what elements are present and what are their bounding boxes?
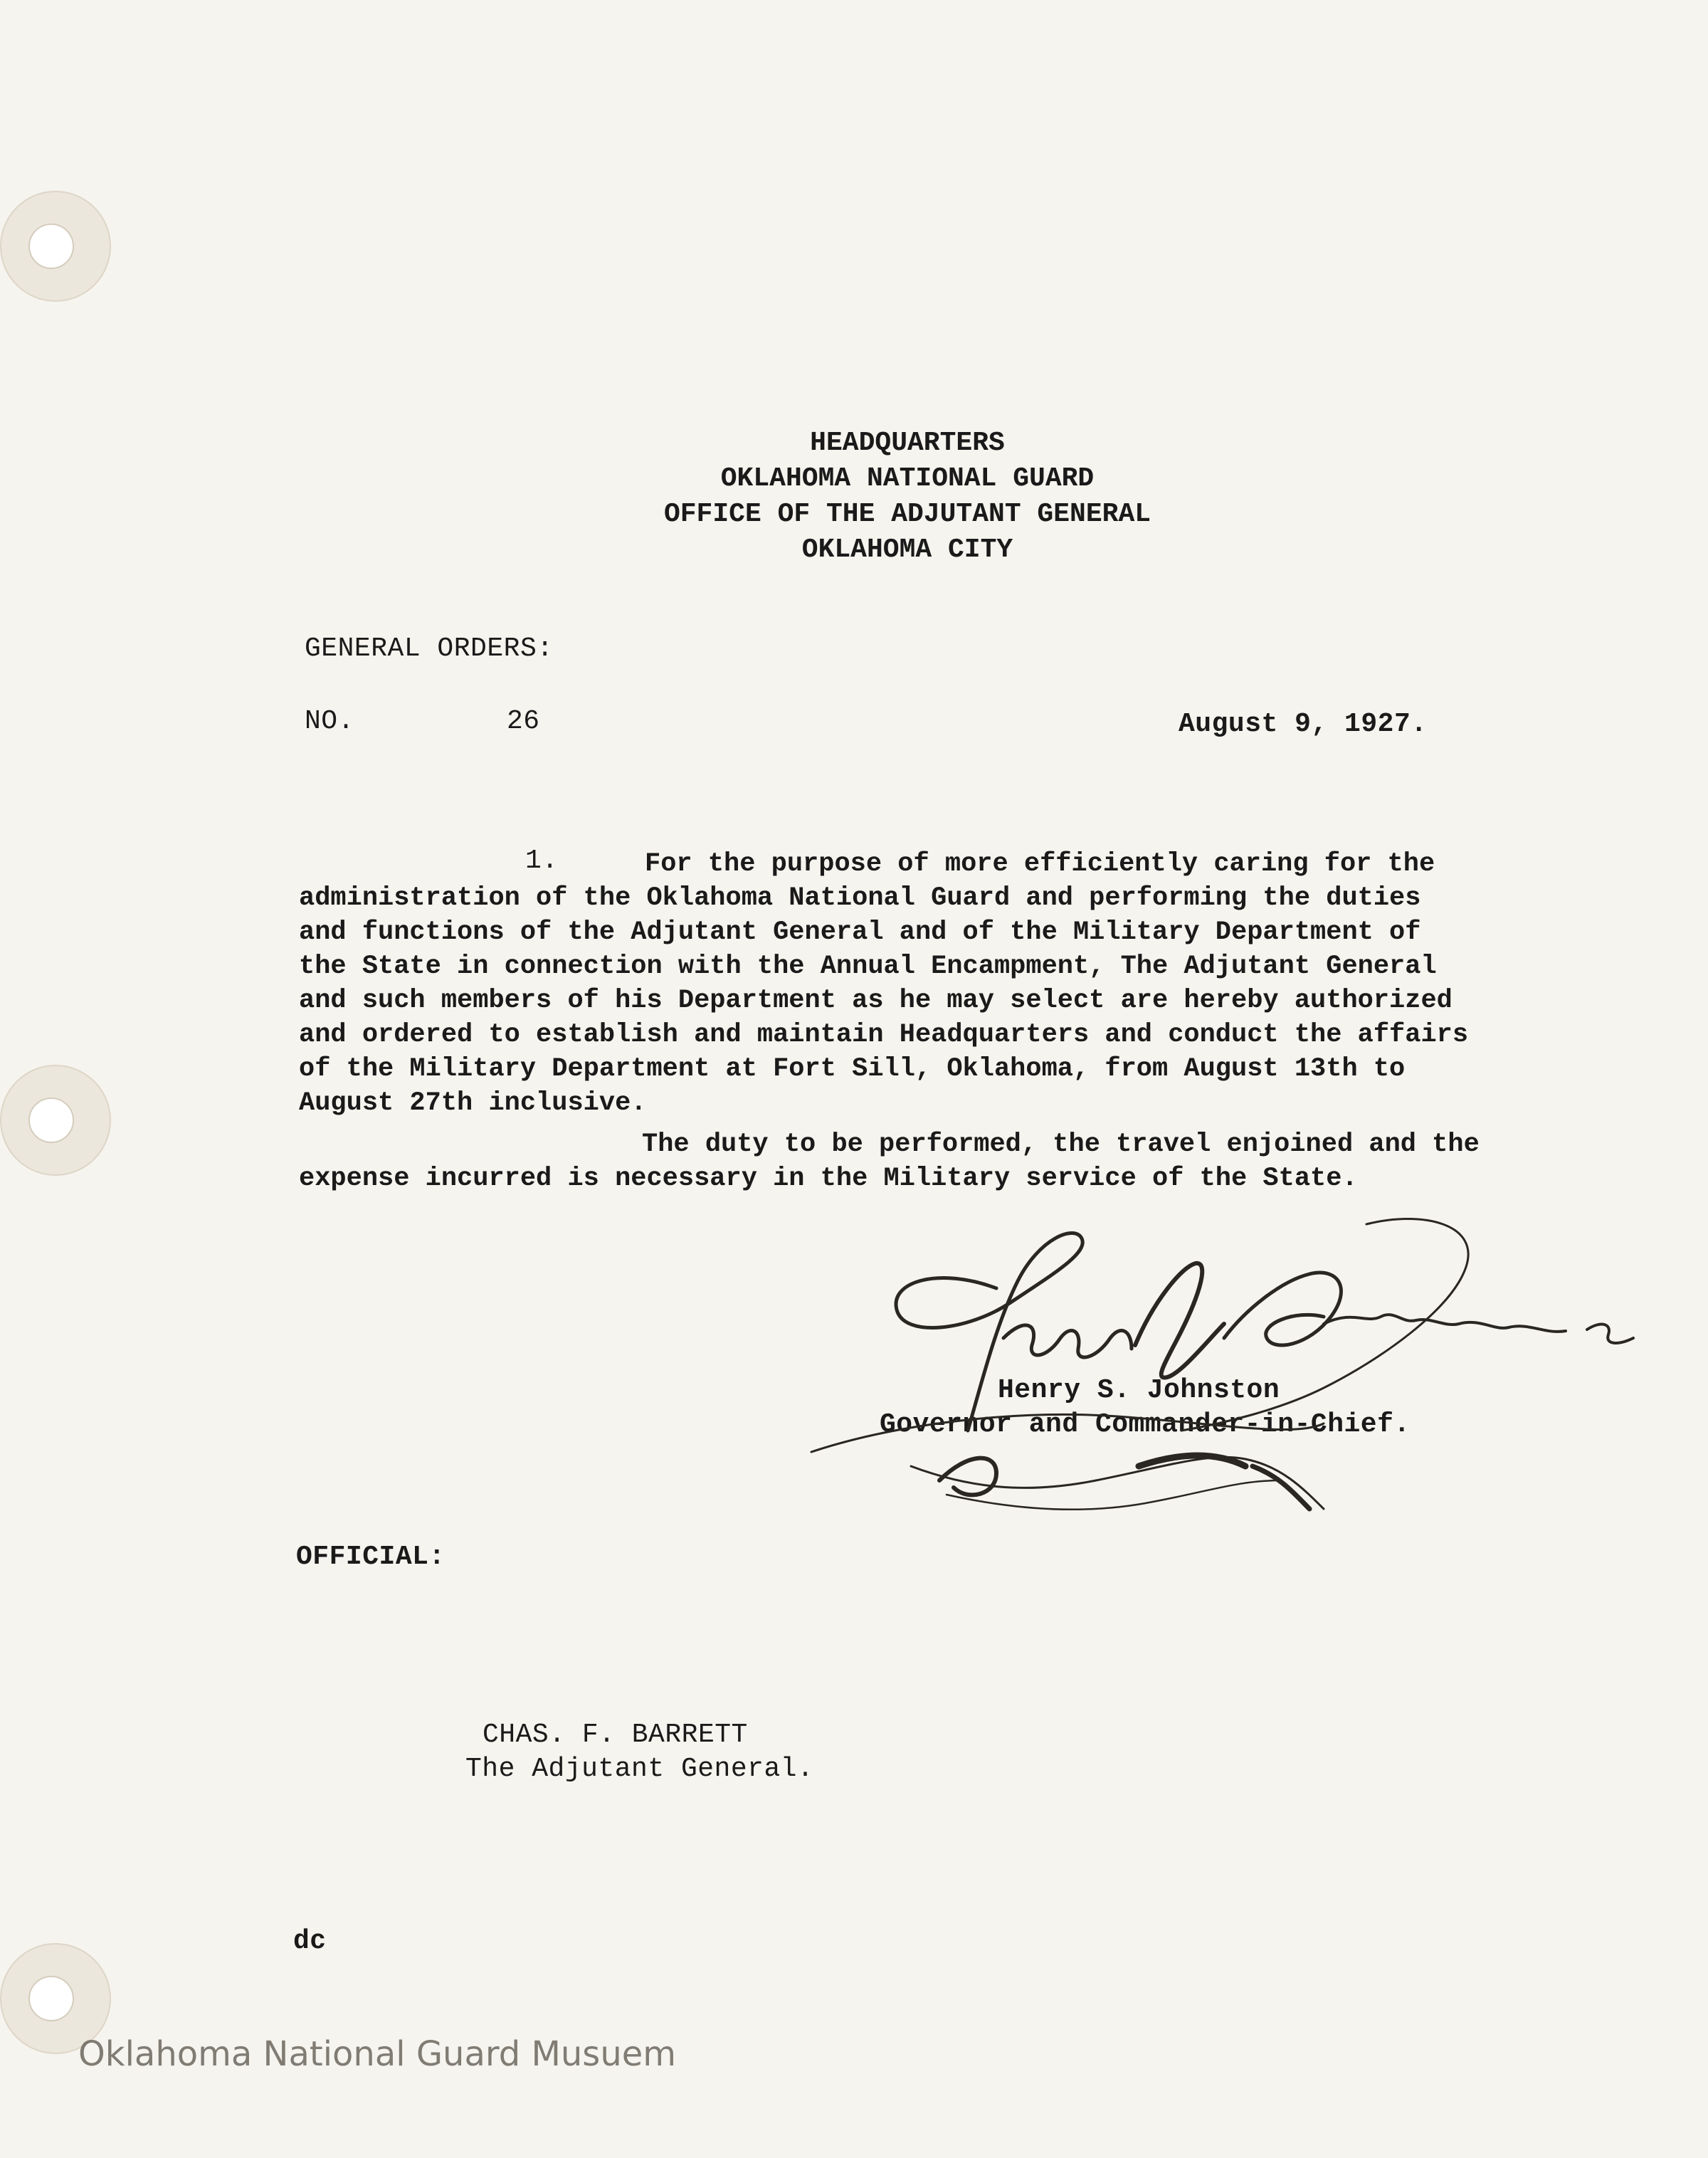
paragraph-line: For the purpose of more efficiently caring for the [645,849,1435,879]
paragraph-line: the State in connection with the Annual Encampment, The Adjutant General [299,952,1437,981]
signatory-title: Governor and Commander-in-Chief. [880,1409,1411,1440]
handwritten-signature [783,1196,1680,1566]
order-number: 26 [507,706,540,737]
paragraph-line: and ordered to establish and maintain Headquarters and conduct the affairs [299,1020,1469,1050]
header-city: OKLAHOMA CITY [801,535,1013,565]
paragraph-line: and functions of the Adjutant General and of the Military Department of [299,917,1421,947]
punch-hole-top [0,191,111,302]
official-label: OFFICIAL: [296,1542,446,1572]
paragraph-line: expense incurred is necessary in the Military service of the State. [299,1164,1358,1194]
general-orders-label: GENERAL ORDERS: [305,633,554,664]
paragraph-line: August 27th inclusive. [299,1088,647,1118]
paragraph-line: The duty to be performed, the travel enjoined and the [642,1130,1480,1159]
header-org: OKLAHOMA NATIONAL GUARD [720,463,1095,494]
museum-watermark: Oklahoma National Guard Musuem [78,2034,677,2074]
order-number-label: NO. [305,706,354,737]
official-title: The Adjutant General. [465,1754,814,1784]
punch-hole-middle [0,1065,111,1176]
paragraph-number: 1. [525,846,559,876]
header-office: OFFICE OF THE ADJUTANT GENERAL [663,499,1151,530]
typist-initials: dc [293,1926,327,1957]
signatory-name: Henry S. Johnston [998,1375,1280,1406]
paragraph-line: of the Military Department at Fort Sill, Oklahoma, from August 13th to [299,1054,1406,1084]
header-headquarters: HEADQUARTERS [810,428,1005,458]
order-date: August 9, 1927. [1179,709,1428,739]
official-name: CHAS. F. BARRETT [483,1720,748,1750]
paragraph-line: administration of the Oklahoma National Guard and performing the duties [299,883,1421,913]
paragraph-line: and such members of his Department as he may select are hereby authorized [299,986,1453,1016]
